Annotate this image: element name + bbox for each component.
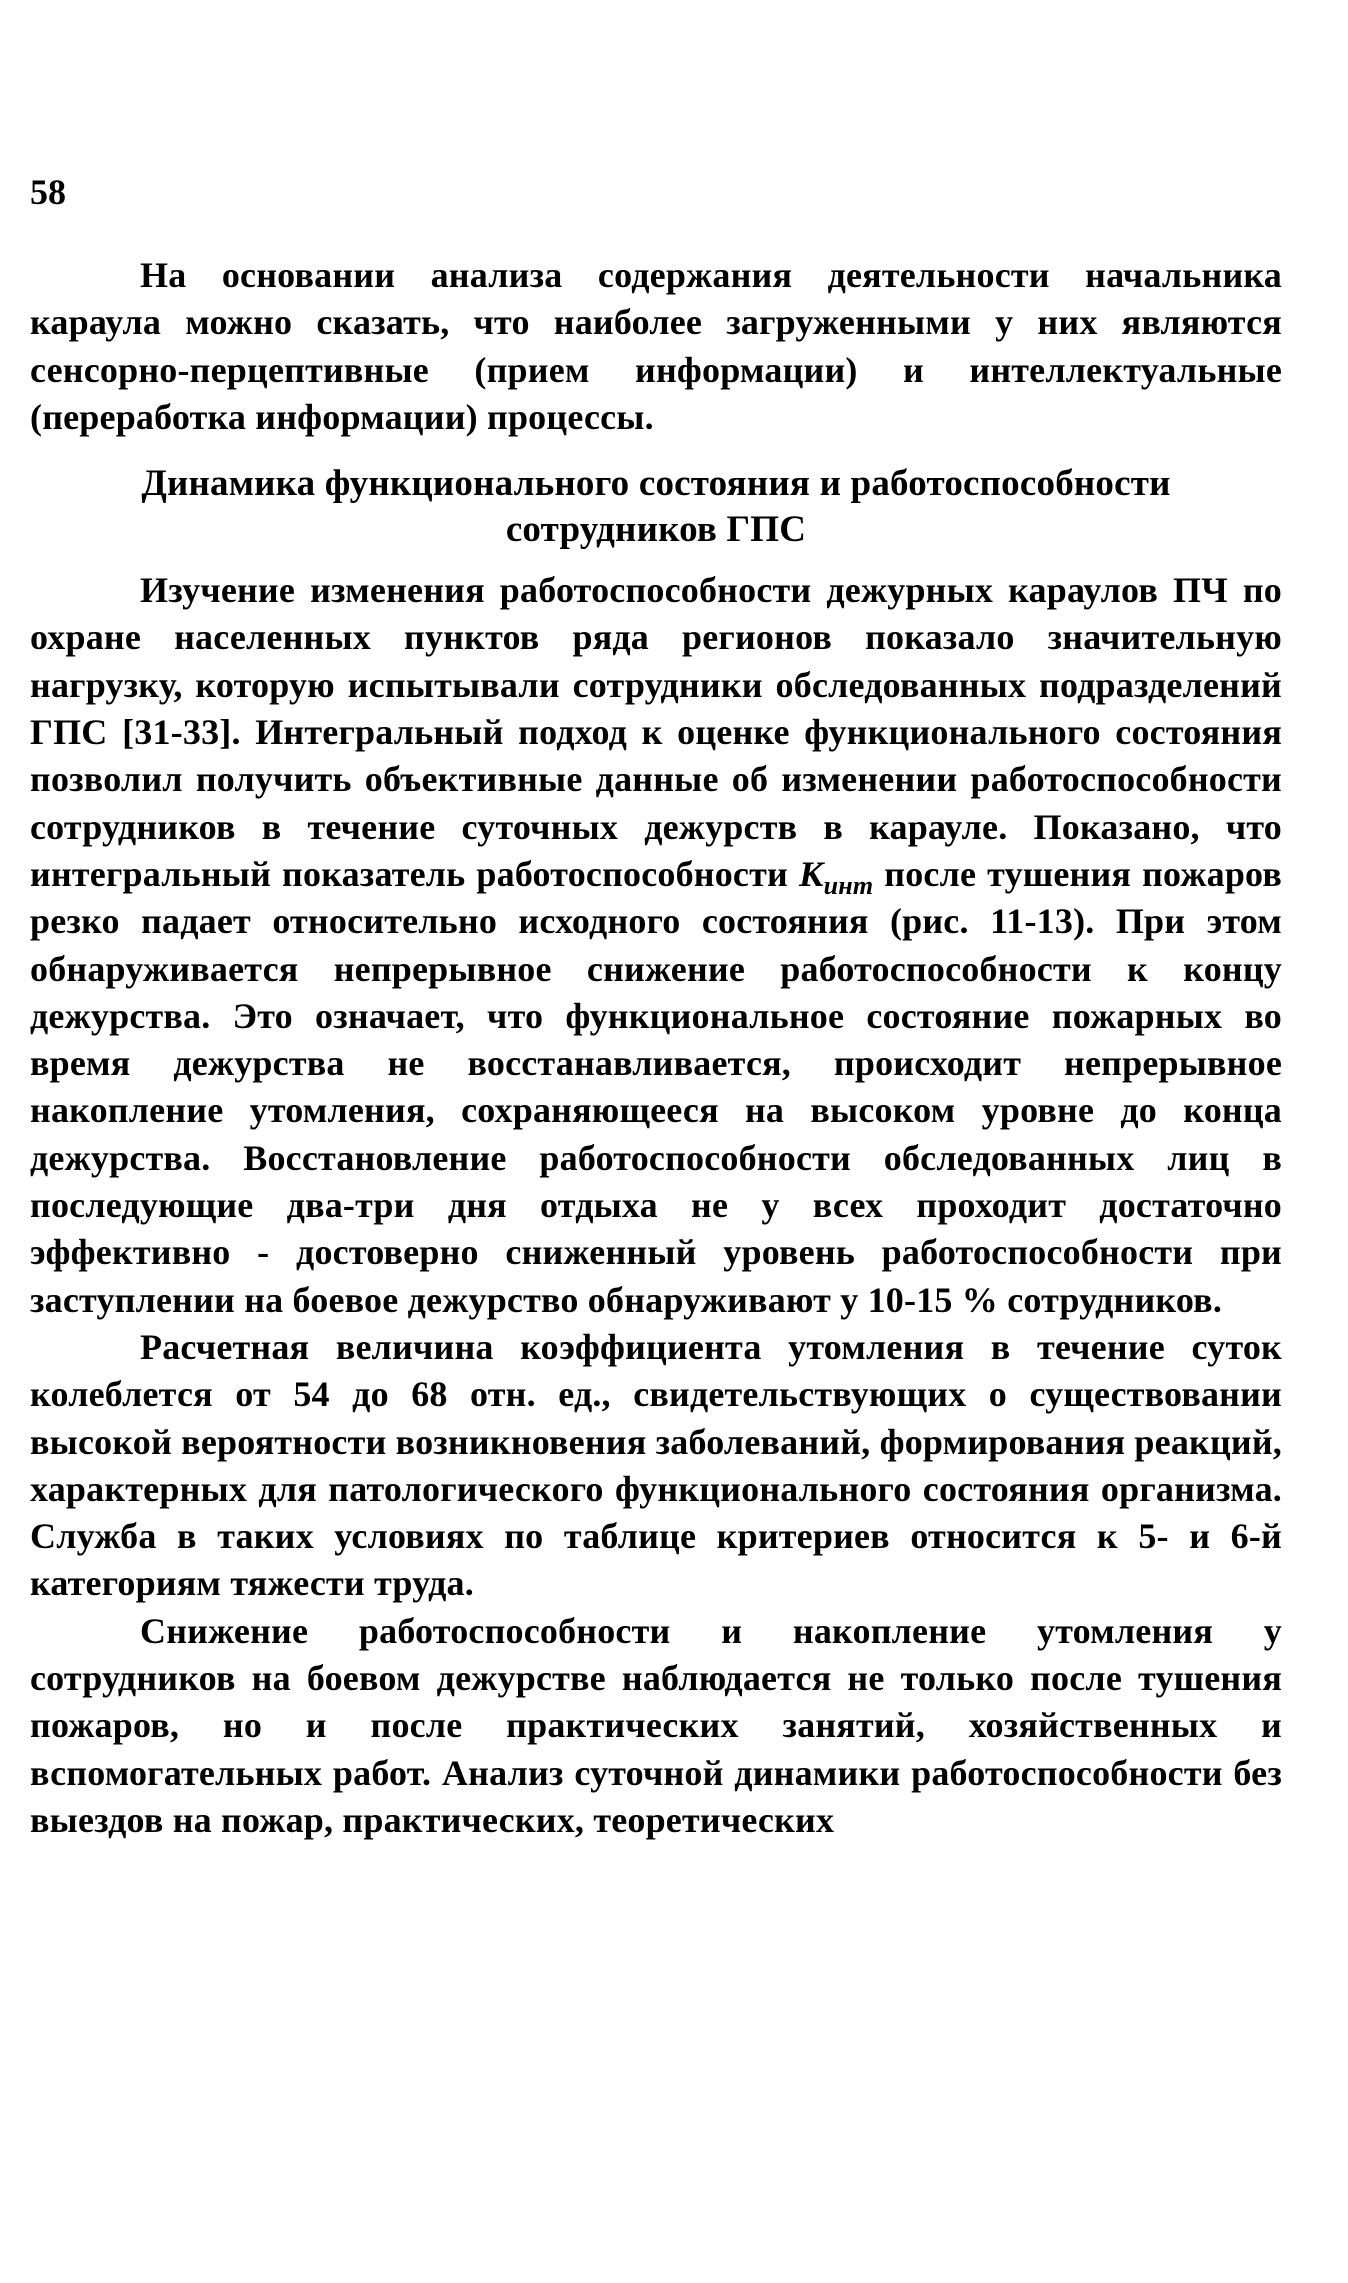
section-paragraph-2: Расчетная величина коэффициента утомления в течение суток колеблется от 54 до 68 отн. ед., свидетельствующих о существовании высокой вероятности возникновения заболеваний, формирования реакций, характерных для патологического функционального состояния организма. Служба в таких условиях по таблице критериев относится к 5- и 6-й категориям тяжести труда. bbox=[30, 1326, 1282, 1604]
section-paragraph-1-part-2: после тушения пожаров резко падает относительно исходного состояния (рис. 11-13). При этом обнаруживается непрерывное снижение работоспособности к концу дежурства. Это означает, что функциональное состояние пожарных во время дежурства не восстанавливается, происходит непрерывное накопление утомления, сохраняющееся на высоком уровне до конца дежурства. Восстановление работоспособности обследованных лиц в последующие два-три дня отдыха не у всех проходит достаточно эффективно - достоверно сниженный уровень работоспособности при заступлении на боевое дежурство обнаруживают у 10-15 % сотрудников. bbox=[30, 853, 1283, 1320]
section-paragraph-1-part-1: Изучение изменения работоспособности дежурных караулов ПЧ по охране населенных пунктов ряда регионов показало значительную нагрузку, которую испытывали сотрудники обследованных подразделений ГПС [31-33]. Интегральный подход к оценке функционального состояния позволил получить объективные данные об изменении работоспособности сотрудников в течение суточных дежурств в карауле. Показано, что интегральный показатель работоспособности bbox=[30, 570, 1282, 894]
page-number: 58 bbox=[30, 172, 66, 212]
section-paragraph-3: Снижение работоспособности и накопление утомления у сотрудников на боевом дежурстве наблюдается не только после тушения пожаров, но и после практических занятий, хозяйственных и вспомогательных работ. Анализ суточной динамики работоспособности без выездов на пожар, практических, теоретических bbox=[30, 1610, 1282, 1840]
page-body bbox=[30, 252, 1282, 1844]
intro-paragraph: На основании анализа содержания деятельности начальника караула можно сказать, что наиболее загруженными у них являются сенсорно-перцептивные (прием информации) и интеллектуальные (переработка информации) процессы. bbox=[30, 255, 1282, 437]
k-int-subscript: инт bbox=[823, 871, 874, 901]
section-heading bbox=[30, 461, 1282, 553]
k-int-symbol: К bbox=[798, 853, 824, 894]
section-paragraph-1 bbox=[30, 567, 1282, 1324]
section-heading-line-1: Динамика функционального состояния и работоспособности bbox=[141, 463, 1171, 505]
section-heading-line-2: сотрудников ГПС bbox=[505, 509, 807, 551]
